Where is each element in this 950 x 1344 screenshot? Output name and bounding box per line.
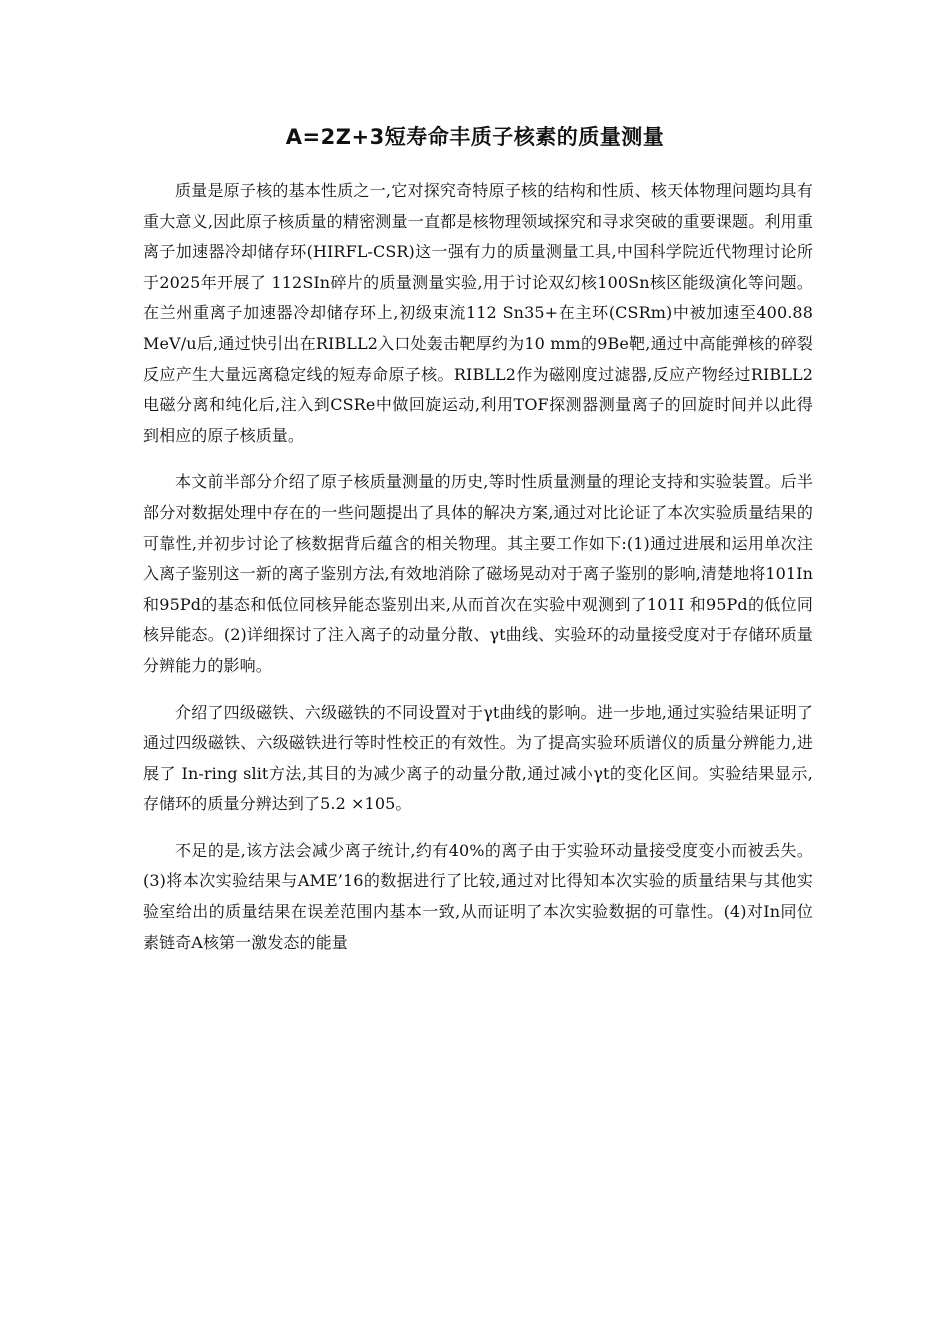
paragraph-1: 质量是原子核的基本性质之一,它对探究奇特原子核的结构和性质、核天体物理问题均具有重大意义,因此原子核质量的精密测量一直都是核物理领域探究和寻求突破的重要课题。利用重离子加速器冷却储存环(HIRFL-CSR)这一强有力的质量测量工具,中国科学院近代物理讨论所于2025年开展了 112SIn碎片的质量测量实验,用于讨论双幻核100Sn核区能级演化等问题。在兰州重离子加速器冷却储存环上,初级束流112 Sn35+在主环(CSRm)中被加速至400.88 MeV/u后,通过快引出在RIBLL2入口处轰击靶厚约为10 mm的9Be靶,通过中高能弹核的碎裂反应产生大量远离稳定线的短寿命原子核。RIBLL2作为磁刚度过滤器,反应产物经过RIBLL2电磁分离和纯化后,注入到CSRe中做回旋运动,利用TOF探测器测量离子的回旋时间并以此得到相应的原子核质量。 (143, 181, 813, 445)
paragraph-4: 不足的是,该方法会减少离子统计,约有40%的离子由于实验环动量接受度变小而被丢失。(3)将本次实验结果与AME’16的数据进行了比较,通过对比得知本次实验的质量结果与其他实验室给出的质量结果在误差范围内基本一致,从而证明了本次实验数据的可靠性。(4)对In同位素链奇A核第一激发态的能量 (143, 840, 813, 952)
paper-title: A=2Z+3短寿命丰质子核素的质量测量 (285, 125, 665, 149)
paragraph-2: 本文前半部分介绍了原子核质量测量的历史,等时性质量测量的理论支持和实验装置。后半部分对数据处理中存在的一些问题提出了具体的解决方案,通过对比论证了本次实验质量结果的可靠性,并初步讨论了核数据背后蕴含的相关物理。其主要工作如下:(1)通过进展和运用单次注入离子鉴别这一新的离子鉴别方法,有效地消除了磁场晃动对于离子鉴别的影响,清楚地将101In和95Pd的基态和低位同核异能态鉴别出来,从而首次在实验中观测到了101I 和95Pd的低位同核异能态。(2)详细探讨了注入离子的动量分散、γt曲线、实验环的动量接受度对于存储环质量分辨能力的影响。 (143, 472, 813, 675)
article-body (143, 176, 813, 974)
paragraph-3: 介绍了四级磁铁、六级磁铁的不同设置对于γt曲线的影响。进一步地,通过实验结果证明了通过四级磁铁、六级磁铁进行等时性校正的有效性。为了提高实验环质谱仪的质量分辨能力,进展了 In-ring slit方法,其目的为减少离子的动量分散,通过减小γt的变化区间。实验结果显示,存储环的质量分辨达到了5.2 ×105。 (143, 702, 813, 814)
